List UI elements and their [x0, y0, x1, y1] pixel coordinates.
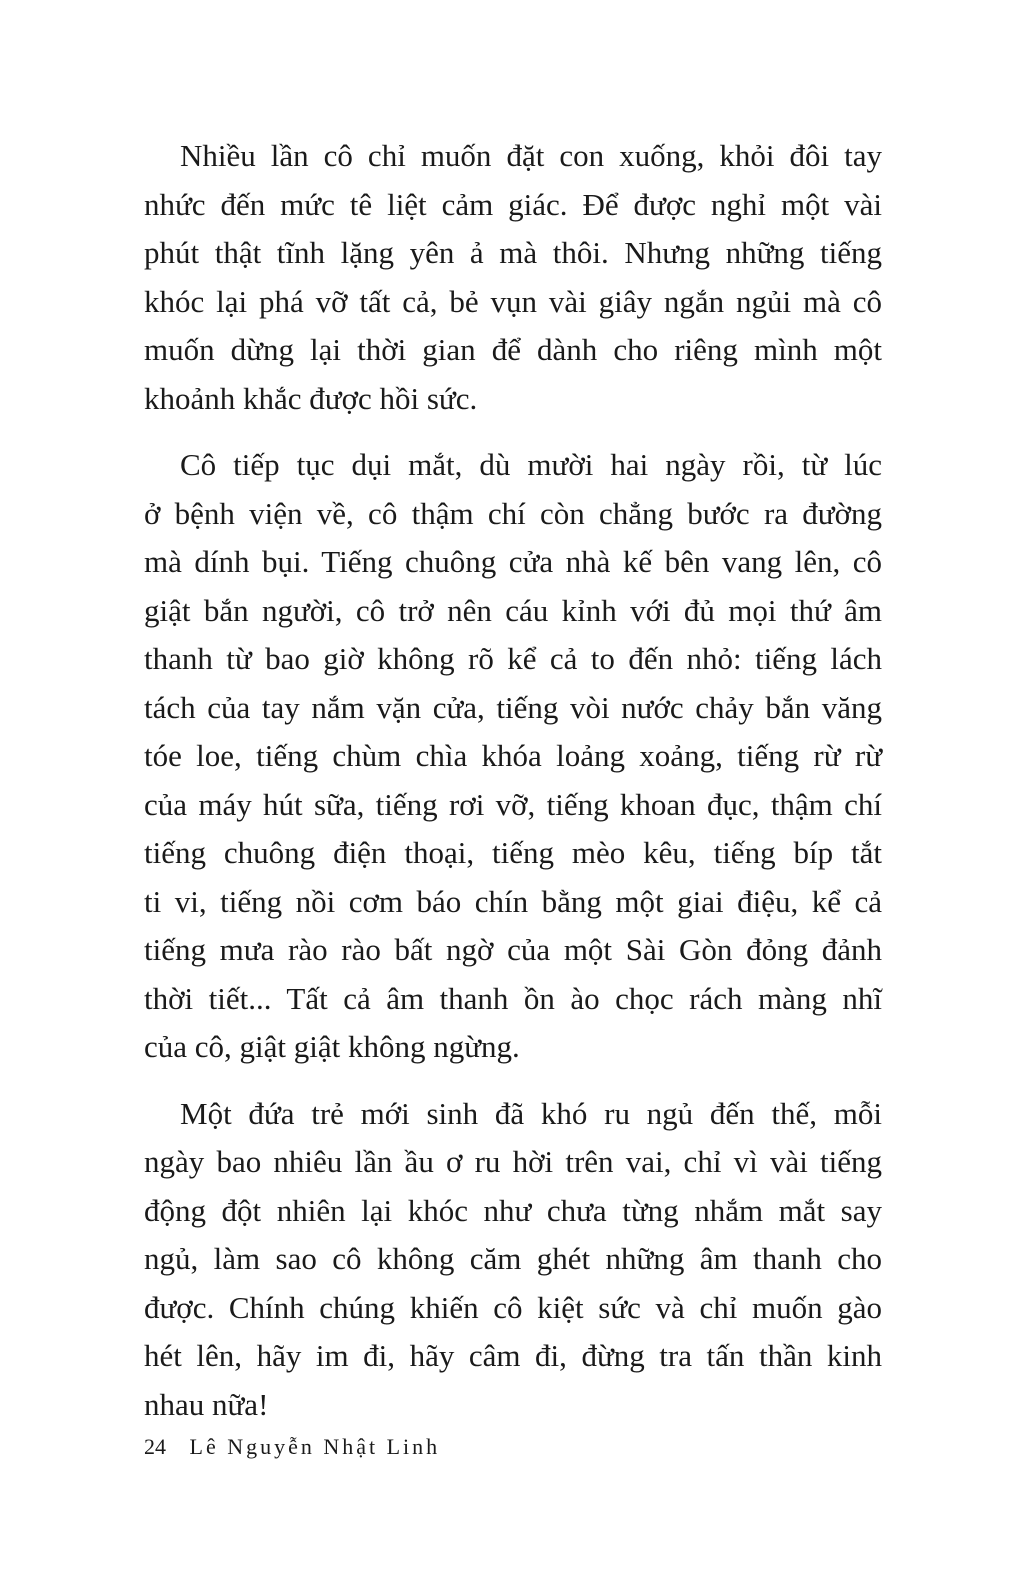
paragraph-1: [144, 132, 882, 423]
text-line: muốn dừng lại thời gian để dành cho riêng mình một: [144, 332, 882, 367]
text-line: của máy hút sữa, tiếng rơi vỡ, tiếng khoan đục, thậm chí: [144, 786, 882, 822]
paragraph-2: [144, 441, 882, 1072]
text-line: tiếng mưa rào rào bất ngờ của một Sài Gòn đỏng đảnh: [144, 932, 882, 967]
text-line: được. Chính chúng khiến cô kiệt sức và chỉ muốn gào: [144, 1289, 882, 1325]
body-text: [144, 132, 882, 1447]
page-number: 24: [144, 1434, 166, 1459]
author-name: Lê Nguyễn Nhật Linh: [189, 1434, 441, 1459]
text-line: hét lên, hãy im đi, hãy câm đi, đừng tra tấn thần kinh: [144, 1338, 882, 1373]
text-line: Một đứa trẻ mới sinh đã khó ru ngủ đến thế, mỗi: [180, 1095, 882, 1131]
text-line: tiếng chuông điện thoại, tiếng mèo kêu, tiếng bíp tắt: [144, 835, 882, 870]
text-line: ngày bao nhiêu lần ầu ơ ru hời trên vai, chỉ vì vài tiếng: [144, 1144, 882, 1179]
text-line: ngủ, làm sao cô không căm ghét những âm thanh cho: [144, 1241, 882, 1276]
text-line: ti vi, tiếng nồi cơm báo chín bằng một giai điệu, kể cả: [144, 883, 882, 919]
text-line: ở bệnh viện về, cô thậm chí còn chẳng bước ra đường: [144, 495, 882, 531]
text-line: tách của tay nắm vặn cửa, tiếng vòi nước chảy bắn văng: [144, 689, 882, 725]
paragraph-3: [144, 1090, 882, 1430]
text-line: Cô tiếp tục dụi mắt, dù mười hai ngày rồi, từ lúc: [180, 447, 882, 482]
text-line: động đột nhiên lại khóc như chưa từng nhắm mắt say: [144, 1192, 882, 1228]
text-line: nhức đến mức tê liệt cảm giác. Để được nghỉ một vài: [144, 186, 882, 222]
text-line: mà dính bụi. Tiếng chuông cửa nhà kế bên vang lên, cô: [144, 544, 882, 579]
text-line: khoảnh khắc được hồi sức.: [144, 380, 478, 416]
page-footer: [144, 1432, 440, 1462]
text-line: khóc lại phá vỡ tất cả, bẻ vụn vài giây ngắn ngủi mà cô: [144, 283, 882, 319]
text-line: của cô, giật giật không ngừng.: [144, 1029, 520, 1064]
text-line: phút thật tĩnh lặng yên ả mà thôi. Nhưng những tiếng: [144, 235, 882, 270]
text-line: thời tiết... Tất cả âm thanh ồn ào chọc rách màng nhĩ: [144, 980, 882, 1016]
text-line: tóe loe, tiếng chùm chìa khóa loảng xoảng, tiếng rừ rừ: [144, 738, 882, 773]
text-line: nhau nữa!: [144, 1386, 269, 1422]
text-line: giật bắn người, cô trở nên cáu kỉnh với đủ mọi thứ âm: [144, 592, 882, 628]
text-line: thanh từ bao giờ không rõ kể cả to đến nhỏ: tiếng lách: [144, 641, 882, 676]
text-line: Nhiều lần cô chỉ muốn đặt con xuống, khỏi đôi tay: [180, 138, 882, 173]
